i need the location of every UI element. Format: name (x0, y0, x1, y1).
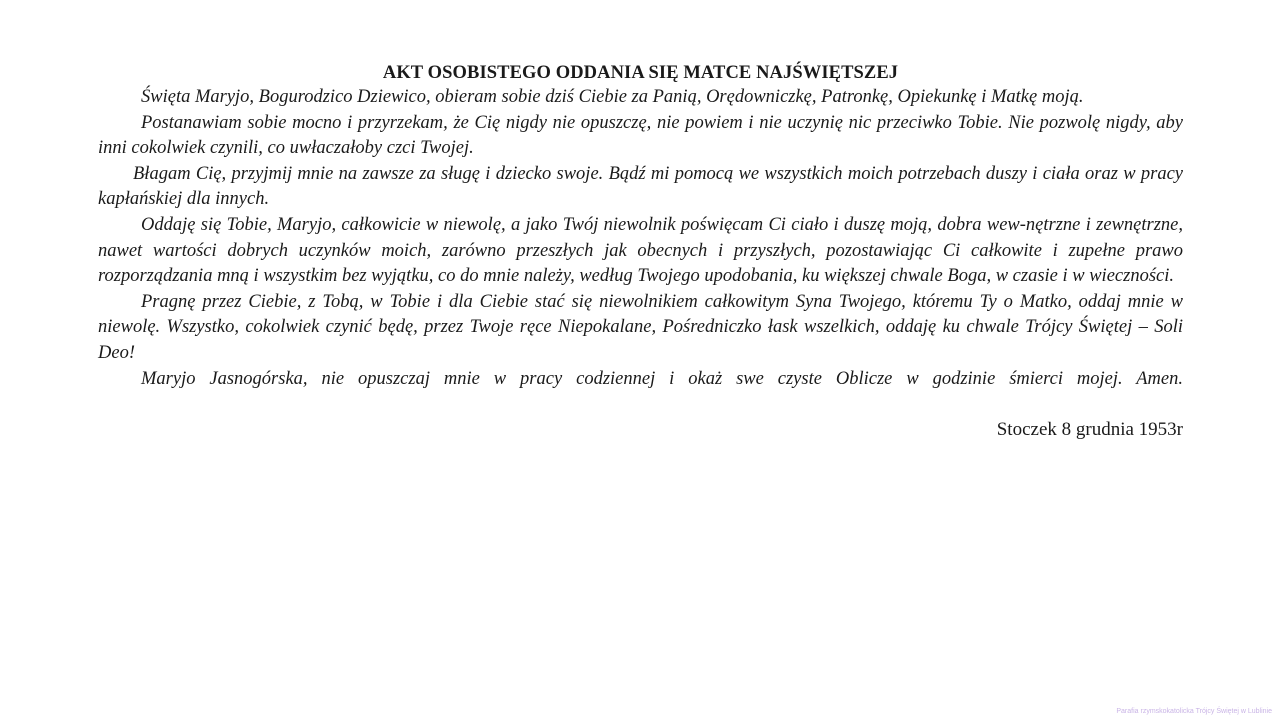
signature-date: Stoczek 8 grudnia 1953r (996, 419, 1183, 441)
document-title: AKT OSOBISTEGO ODDANIA SIĘ MATCE NAJŚWIĘTSZEJ (382, 63, 899, 83)
paragraph-3: Błagam Cię, przyjmij mnie na zawsze za sługę i dziecko swoje. Bądź mi pomocą we wszystkich moich potrzebach duszy i ciała oraz w pracy kapłańskiej dla innych. (98, 163, 1183, 210)
paragraph-2: Postanawiam sobie mocno i przyrzekam, że Cię nigdy nie opuszczę, nie powiem i nie uczynię nic przeciwko Tobie. Nie pozwolę nigdy, aby inni cokolwiek czynili, co uwłaczałoby czci Twojej. (98, 112, 1183, 159)
footer-credit: Parafia rzymskokatolicka Trójcy Świętej w Lublinie (1116, 708, 1272, 715)
paragraph-5: Pragnę przez Ciebie, z Tobą, w Tobie i dla Ciebie stać się niewolnikiem całkowitym Syna Twojego, któremu Ty o Matko, oddaj mnie w niewolę. Wszystko, cokolwiek czynić będę, przez Twoje ręce Niepokalane, Pośredniczko łask wszelkich, oddaję ku chwale Trójcy Świętej – Soli Deo! (98, 291, 1183, 363)
document-page (98, 61, 1183, 442)
paragraph-1: Święta Maryjo, Bogurodzico Dziewico, obieram sobie dziś Ciebie za Panią, Orędowniczkę, Patronkę, Opiekunkę i Matkę moją. (141, 87, 1084, 107)
paragraph-4: Oddaję się Tobie, Maryjo, całkowicie w niewolę, a jako Twój niewolnik poświęcam Ci ciało i duszę moją, dobra wew-nętrzne i zewnętrzne, nawet wartości dobrych uczynków moich, zarówno przeszłych jak obecnych i przyszłych, pozostawiając Ci całkowite i zupełne prawo rozporządzania mną i wszystkim bez wyjątku, co do mnie należy, według Twojego upodobania, ku większej chwale Boga, w czasie i w wieczności. (98, 214, 1183, 287)
paragraph-6: Maryjo Jasnogórska, nie opuszczaj mnie w pracy codziennej i okaż swe czyste Oblicze w godzinie śmierci mojej. Amen. (141, 368, 1183, 389)
